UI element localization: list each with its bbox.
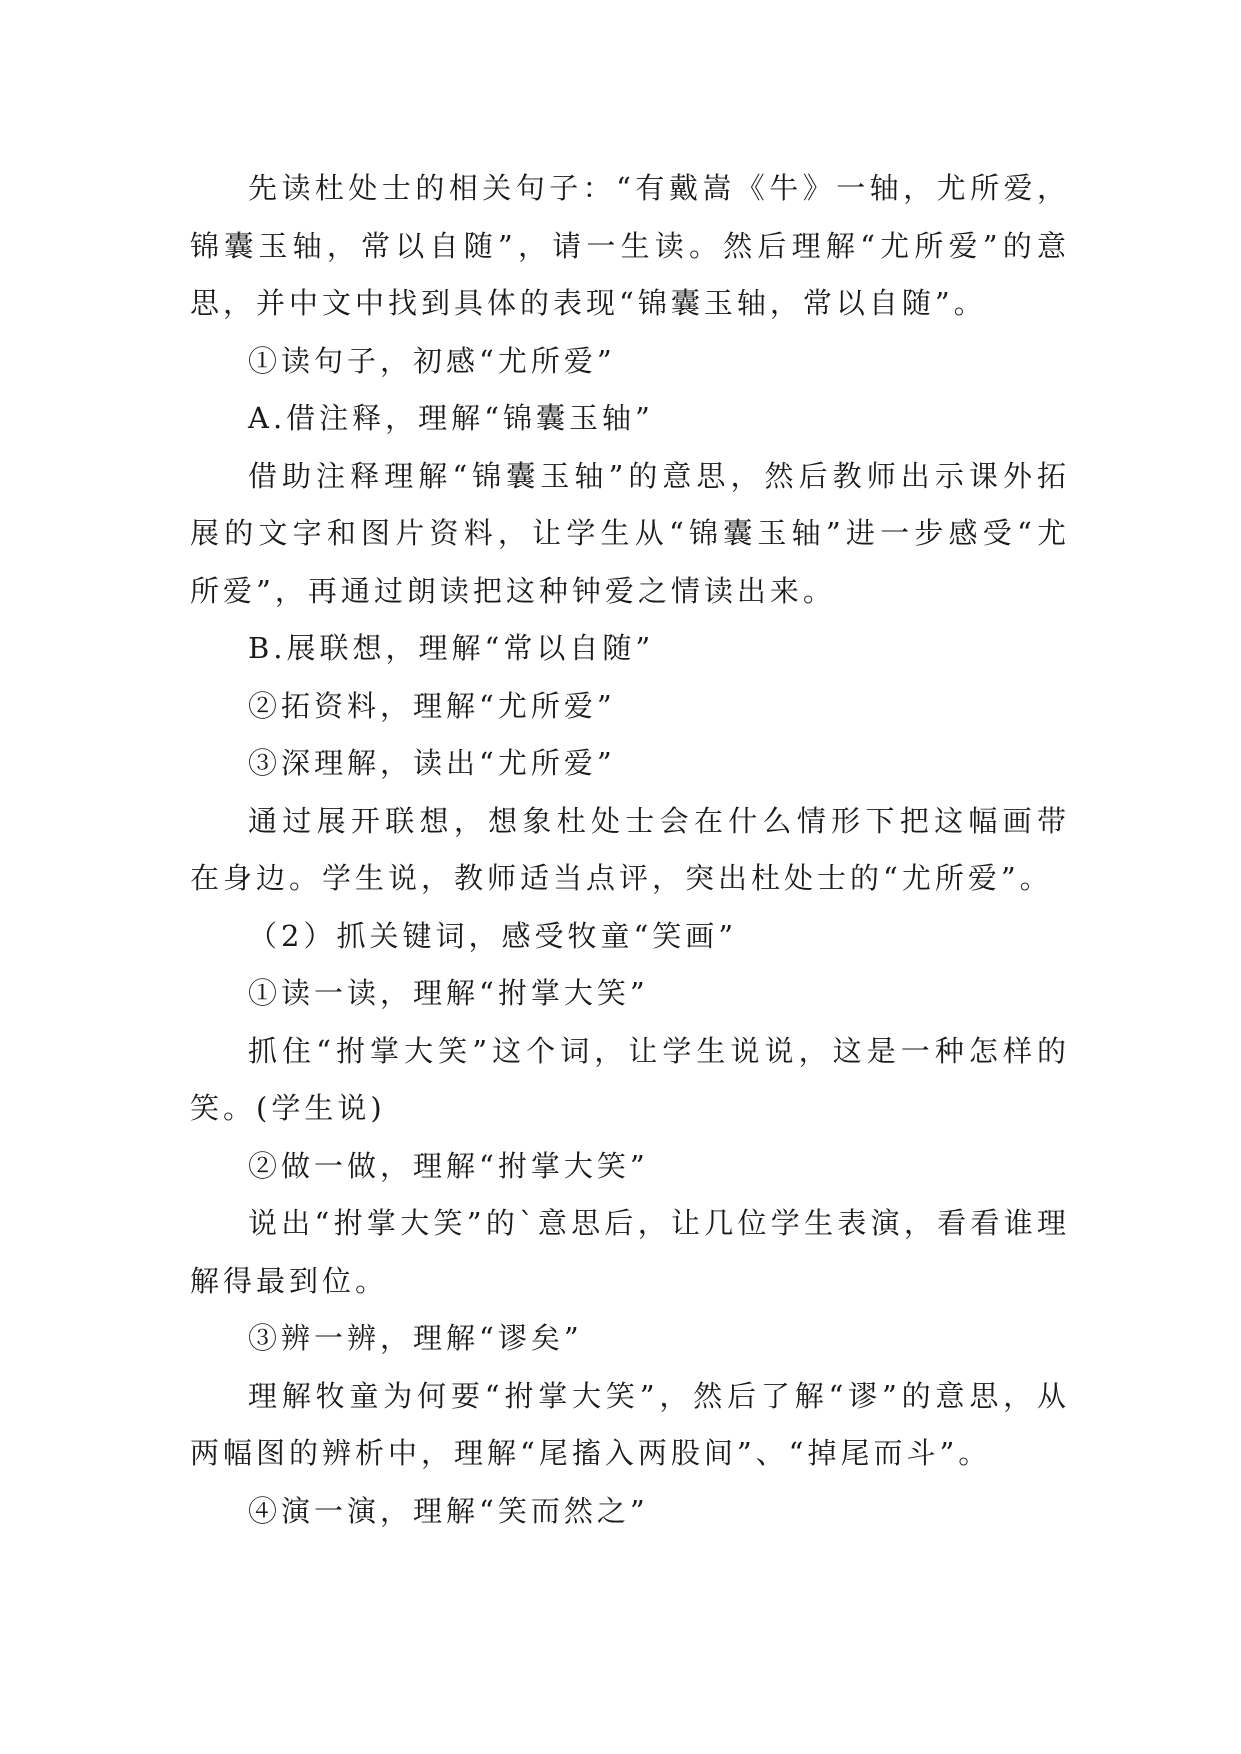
paragraph: ②做一做，理解“拊掌大笑” (248, 1148, 649, 1183)
paragraph: B.展联想，理解“常以自随” (248, 631, 655, 665)
paragraph: （2）抓关键词，感受牧童“笑画” (248, 918, 738, 953)
paragraph: 理解牧童为何要“拊掌大笑”，然后了解“谬”的意思，从两幅图的辨析中，理解“尾搐入两股间”、“掉尾而斗”。 (190, 1378, 1070, 1470)
paragraph: 通过展开联想，想象杜处士会在什么情形下把这幅画带在身边。学生说，教师适当点评，突出杜处士的“尤所爱”。 (190, 803, 1070, 895)
paragraph: 抓住“拊掌大笑”这个词，让学生说说，这是一种怎样的笑。(学生说) (190, 1033, 1070, 1125)
paragraph: ①读一读，理解“拊掌大笑” (248, 976, 649, 1010)
paragraph: 借助注释理解“锦囊玉轴”的意思，然后教师出示课外拓展的文字和图片资料，让学生从“锦囊玉轴”进一步感受“尤所爱”，再通过朗读把这种钟爱之情读出来。 (190, 458, 1070, 608)
paragraph: ①读句子，初感“尤所爱” (248, 343, 616, 378)
paragraph: A.借注释，理解“锦囊玉轴” (248, 401, 654, 435)
paragraph: ③深理解，读出“尤所爱” (248, 746, 616, 780)
paragraph: 先读杜处士的相关句子：“有戴嵩《牛》一轴，尤所爱，锦囊玉轴，常以自随”，请一生读。然后理解“尤所爱”的意思，并中文中找到具体的表现“锦囊玉轴，常以自随”。 (190, 171, 1070, 320)
paragraph: ②拓资料，理解“尤所爱” (248, 688, 616, 723)
paragraph: ③辨一辨，理解“谬矣” (248, 1321, 583, 1355)
document-body (190, 160, 1070, 1540)
paragraph: ④演一演，理解“笑而然之” (248, 1493, 649, 1528)
paragraph: 说出“拊掌大笑”的`意思后，让几位学生表演，看看谁理解得最到位。 (190, 1206, 1070, 1298)
